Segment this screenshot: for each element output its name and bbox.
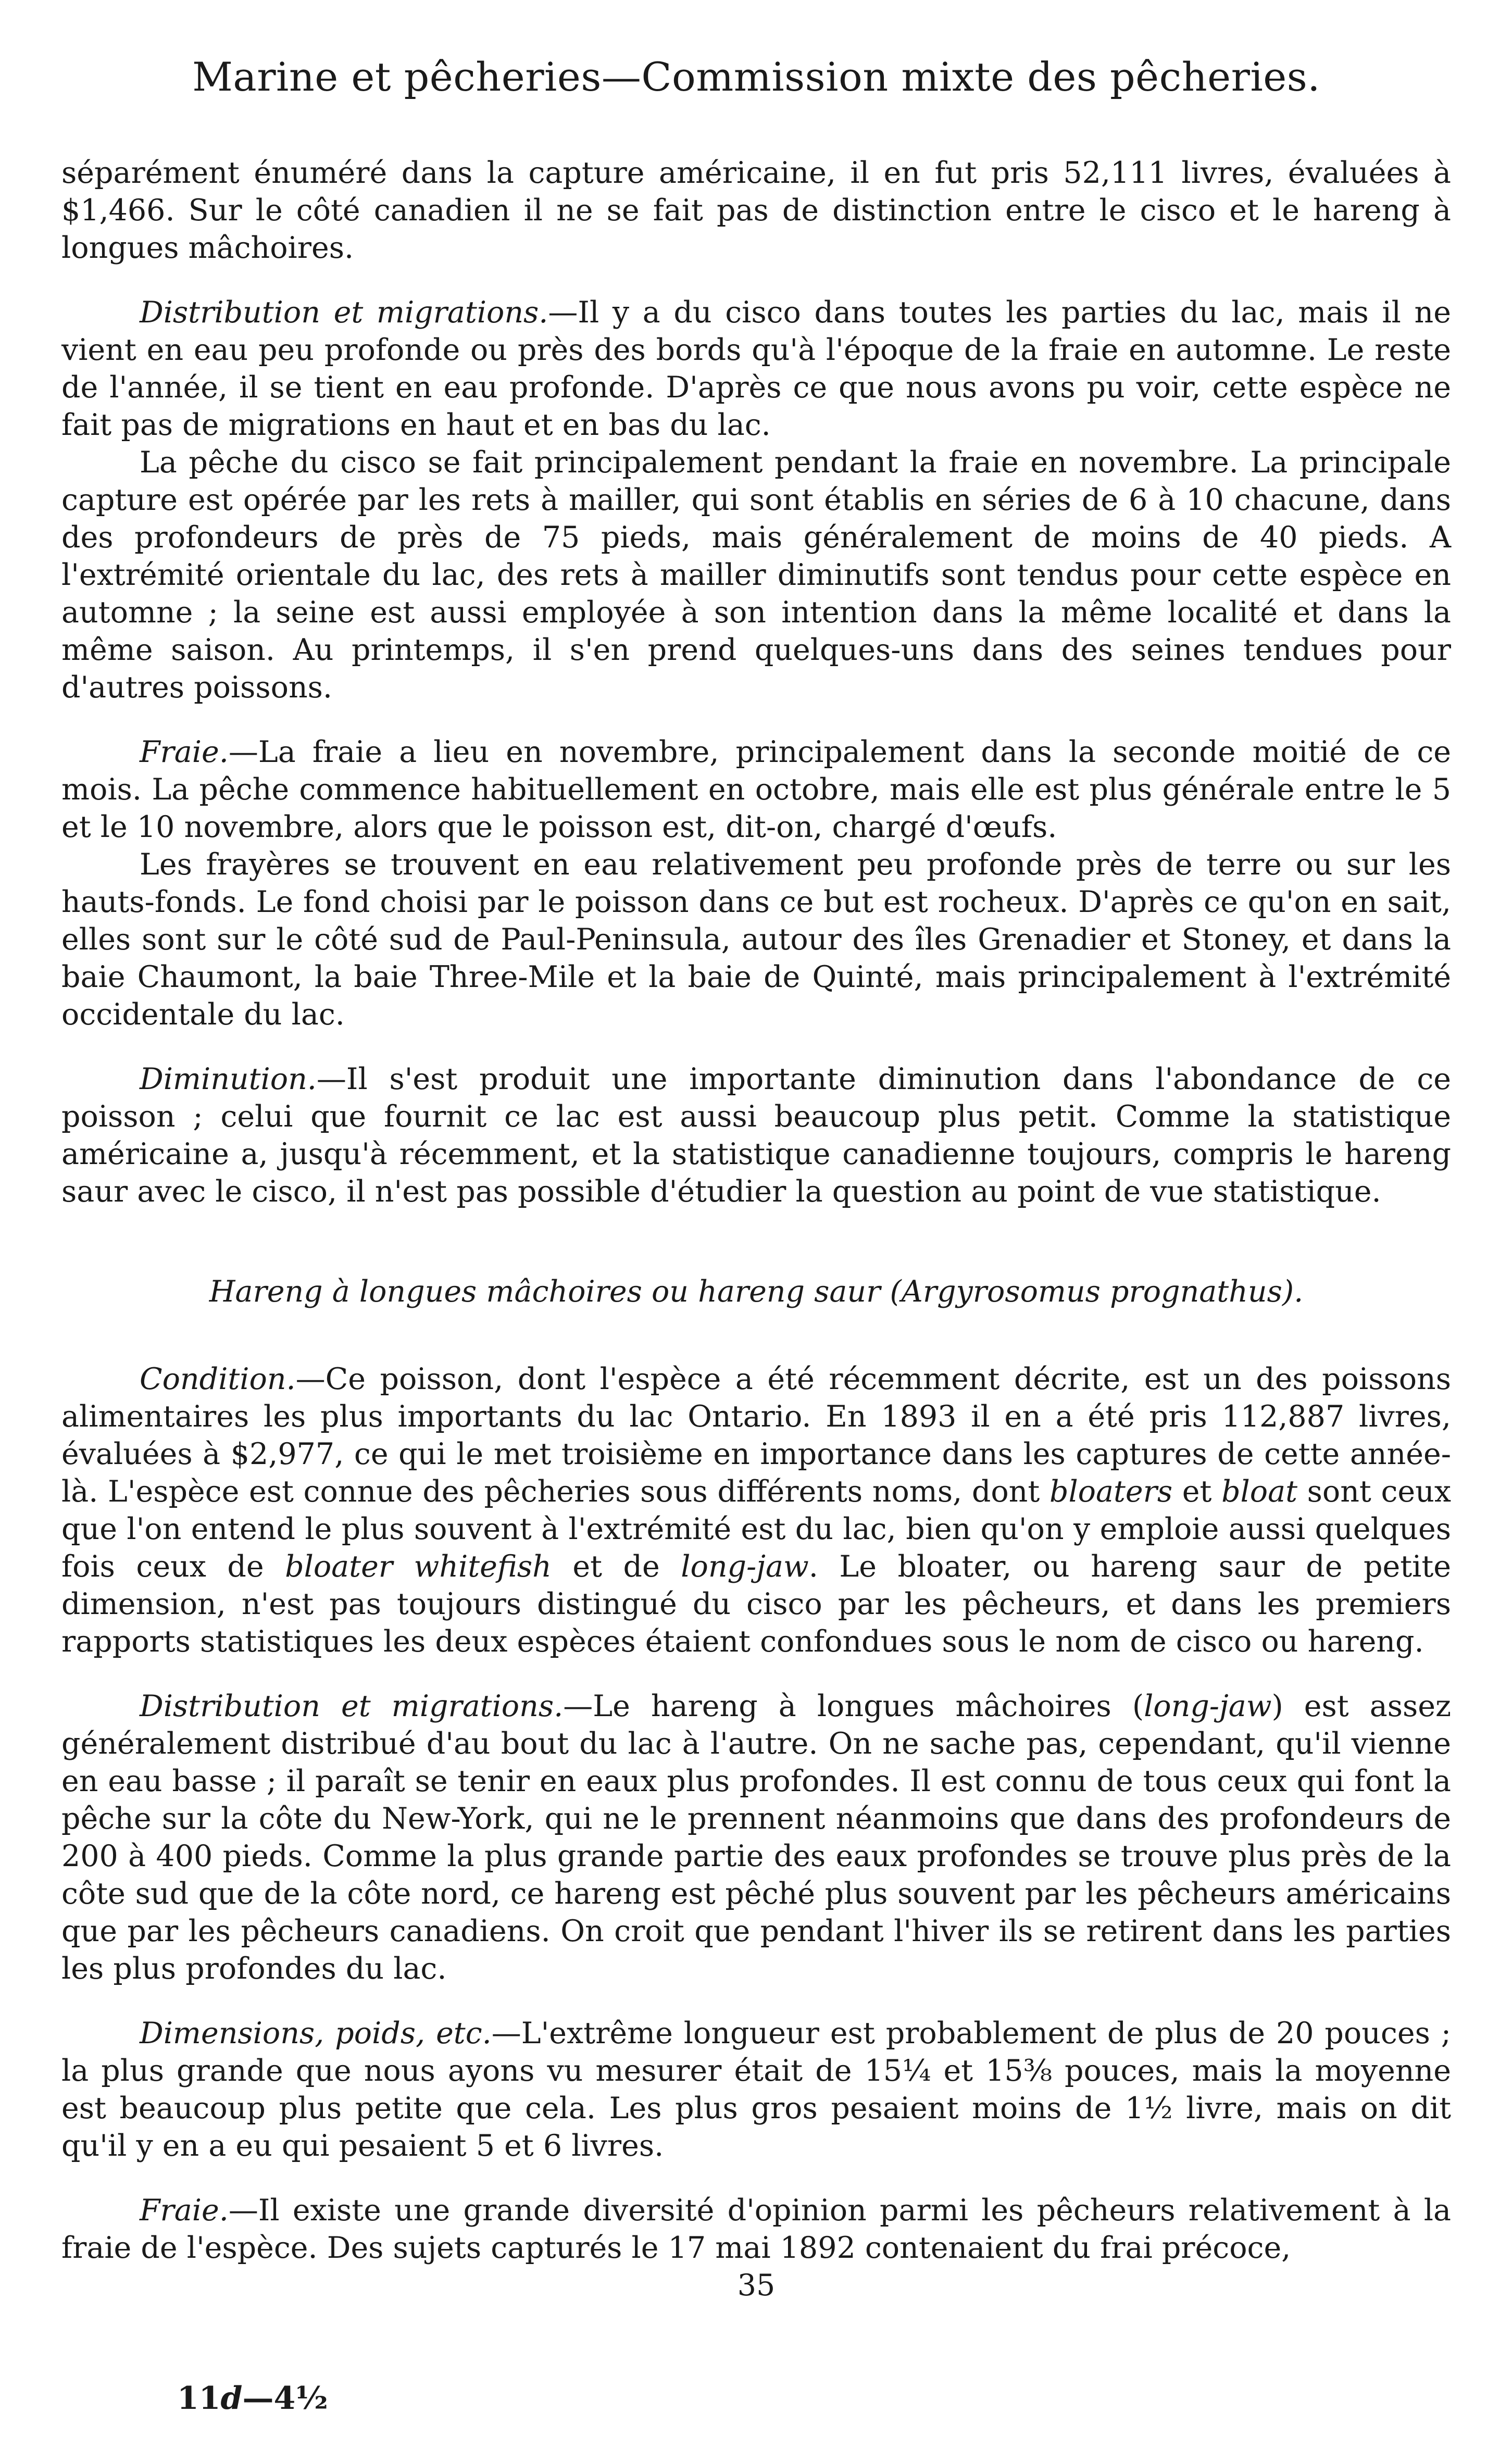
paragraph-cisco-diminution (61, 1060, 1451, 1210)
running-title: Marine et pêcheries—Commission mixte des pêcheries. (192, 54, 1320, 100)
paragraph-cisco-distribution (61, 294, 1451, 444)
paragraph-text: sont ceux que l'on entend le plus souvent à l'extrémité est du lac, bien qu'on y emploie aussi quelques fois ceux de (61, 1474, 1452, 1584)
paragraph-cisco-fishing: La pêche du cisco se fait principalement pendant la fraie en novembre. La principale capture est opérée par les rets à mailler, qui sont établis en séries de 6 à 10 chacune, dans des profondeurs de près de 75 pieds, mais généralement de moins de 40 pieds. A l'extrémité orientale du lac, des rets à mailler diminutifs sont tendus pour cette espèce en automne ; la seine est aussi employée à son intention dans la même localité et dans la même saison. Au printemps, il s'en prend quelques-uns dans des seines tendues pour d'autres poissons. (61, 445, 1451, 705)
section-heading-distribution: Distribution et migrations. (140, 295, 548, 330)
species-heading: Hareng à longues mâchoires ou hareng saur (Argyrosomus prognathus). (209, 1274, 1304, 1309)
term-bloaters: bloaters (1049, 1474, 1173, 1509)
term-long-jaw: long-jaw (1144, 1689, 1272, 1723)
signature-suffix: —4½ (242, 2380, 328, 2417)
paragraph-text: —Il existe une grande diversité d'opinion parmi les pêcheurs relativement à la fraie de l'espèce. Des sujets capturés le 17 mai 1892 contenaient du frai précoce, (61, 2193, 1451, 2265)
paragraph-text: —La fraie a lieu en novembre, principalement dans la seconde moitié de ce mois. La pêche commence habituellement en octobre, mais elle est plus générale entre le 5 et le 10 novembre, alors que le poisson est, dit-on, chargé d'œufs. (61, 735, 1451, 844)
paragraph-text: —Il y a du cisco dans toutes les parties du lac, mais il ne vient en eau peu profonde ou près des bords qu'à l'époque de la fraie en automne. Le reste de l'année, il se tient en eau profonde. D'après ce que nous avons pu voir, cette espèce ne fait pas de migrations en haut et en bas du lac. (61, 295, 1451, 442)
paragraph-longjaw-dimensions (61, 2015, 1451, 2165)
paragraph-text: —Il s'est produit une importante diminution dans l'abondance de ce poisson ; celui que fournit ce lac est aussi beaucoup plus petit. Comme la statistique américaine a, jusqu'à récemment, et la statistique canadienne toujours, compris le hareng saur avec le cisco, il n'est pas possible d'étudier la question au point de vue statistique. (61, 1062, 1451, 1209)
paragraph-text: . Le bloater, ou hareng saur de petite dimension, n'est pas toujours distingué du cisco par les pêcheurs, et dans les premiers rapports statistiques les deux espèces étaient confondues sous le nom de cisco ou hareng. (61, 1549, 1452, 1659)
paragraph-text: et de (551, 1549, 681, 1584)
term-bloat: bloat (1221, 1474, 1297, 1509)
section-heading-fraie: Fraie. (140, 2193, 229, 2228)
document-page (61, 52, 1451, 2302)
printer-signature-mark (177, 2380, 328, 2417)
paragraph-spawning-grounds: Les frayères se trouvent en eau relativement peu profonde près de terre ou sur les hauts-fonds. Le fond choisi par le poisson dans ce but est rocheux. D'après ce qu'on en sait, elles sont sur le côté sud de Paul-Peninsula, autour des îles Grenadier et Stoney, et dans la baie Chaumont, la baie Three-Mile et la baie de Quinté, mais principalement à l'extrémité occidentale du lac. (61, 847, 1451, 1032)
paragraph-capture-note: séparément énuméré dans la capture américaine, il en fut pris 52,111 livres, évaluées à $1,466. Sur le côté canadien il ne se fait pas de distinction entre le cisco et le hareng à longues mâchoires. (61, 156, 1451, 265)
section-heading-fraie: Fraie. (140, 735, 229, 769)
section-heading-diminution: Diminution. (140, 1062, 317, 1096)
paragraph-longjaw-spawning (61, 2192, 1451, 2267)
paragraph-text: —Ce poisson, dont l'espèce a été récemment décrite, est un des poissons alimentaires les plus importants du lac Ontario. En 1893 il en a été pris 112,887 livres, évaluées à $2,977, ce qui le met troisième en importance dans les captures de cette année-là. L'espèce est connue des pêcheries sous différents noms, dont (61, 1362, 1451, 1509)
page-number: 35 (737, 2268, 776, 2303)
paragraph-text: —Le hareng à longues mâchoires ( (563, 1689, 1144, 1723)
paragraph-text: et (1172, 1474, 1222, 1509)
paragraph-text: —L'extrême longueur est probablement de plus de 20 pouces ; la plus grande que nous ayons vu mesurer était de 15¼ et 15⅜ pouces, mais la moyenne est beaucoup plus petite que cela. Les plus gros pesaient moins de 1½ livre, mais on dit qu'il y en a eu qui pesaient 5 et 6 livres. (61, 2016, 1451, 2163)
paragraph-text: ) est assez généralement distribué d'au bout du lac à l'autre. On ne sache pas, cependant, qu'il vienne en eau basse ; il paraît se tenir en eaux plus profondes. Il est connu de tous ceux qui font la pêche sur la côte du New-York, qui ne le prennent néanmoins que dans des profondeurs de 200 à 400 pieds. Comme la plus grande partie des eaux profondes se trouve plus près de la côte sud que de la côte nord, ce hareng est pêché plus souvent par les pêcheurs américains que par les pêcheurs canadiens. On croit que pendant l'hiver ils se retirent dans les parties les plus profondes du lac. (61, 1689, 1452, 1986)
signature-letter: d (220, 2380, 243, 2417)
paragraph-longjaw-distribution (61, 1687, 1451, 1987)
section-heading-condition: Condition. (140, 1362, 296, 1396)
paragraph-longjaw-condition (61, 1360, 1451, 1660)
section-heading-distribution: Distribution et migrations. (140, 1689, 564, 1723)
term-bloater-whitefish: bloater whitefish (285, 1549, 552, 1584)
section-heading-dimensions: Dimensions, poids, etc. (140, 2016, 492, 2051)
term-long-jaw: long-jaw (681, 1549, 809, 1584)
paragraph-cisco-spawning (61, 733, 1451, 846)
signature-number: 11 (177, 2380, 221, 2417)
